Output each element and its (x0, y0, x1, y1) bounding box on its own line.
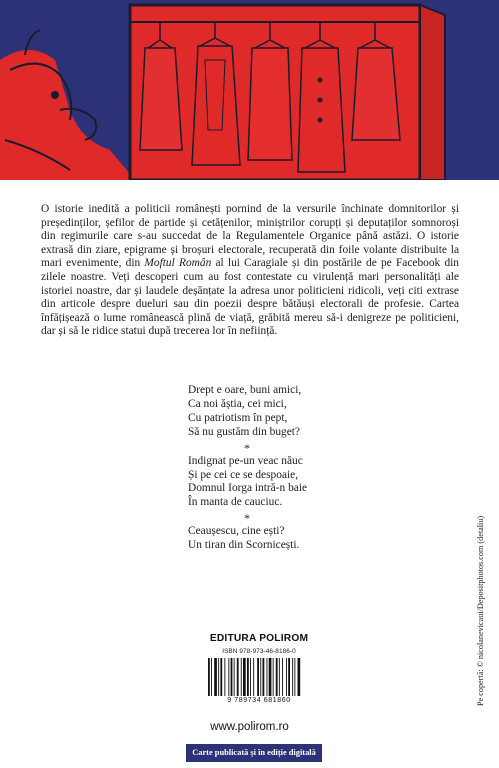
poem-line: Indignat pe-un veac năuc (188, 454, 303, 467)
stanza-2 (188, 455, 388, 511)
barcode-icon (204, 658, 314, 698)
poem-line: Ca noi ăștia, cei mici, (188, 397, 287, 410)
blurb-paragraph (41, 203, 459, 339)
cover-credit: Pe copertă: © nicolanevicaui/Depositphotos.com (detaliu) (476, 515, 485, 706)
poem-line: Domnul Iorga intră-n baie (188, 482, 308, 495)
blurb-text-end: al lui Caragiale și din postările de pe Facebook din zilele noastre. Veți descoperi cum au fost contestate cu virulență mari personalități ale istoriei noastre, dar și laudele deșănțate la adresa unor politicieni ridicoli, veți citi extrase din articole despre dueluri sau din poezii despre bătăuși electorali de profesie. Cartea înfățișează o lume românească plină de viață, grăbită mereu să-i denigreze pe politicieni, dar și să le ridice statui după trecerea lor în neființă. (41, 257, 459, 338)
poem-line: Și pe cei ce se despoaie, (188, 468, 299, 481)
poem-line: Un tiran din Scornicești. (188, 539, 300, 552)
stanza-3 (188, 525, 388, 553)
poem-line: Drept e oare, buni amici, (188, 384, 302, 396)
stanza-separator: * (244, 440, 250, 455)
digital-edition-banner: Carte publicată și în ediție digitală (186, 744, 322, 762)
wardrobe-illustration (0, 0, 499, 180)
isbn-number: ISBN 978-973-46-8186-0 (222, 648, 296, 655)
poem-line: Cu patriotism în pept, (188, 411, 288, 424)
publisher-website[interactable]: www.polirom.ro (210, 721, 289, 733)
barcode-digits: 9 789734 681860 (227, 697, 291, 704)
poem-excerpts (188, 384, 388, 553)
publisher-name: EDITURA POLIROM (209, 633, 309, 644)
book-blurb (41, 203, 459, 339)
cover-illustration (0, 0, 499, 180)
blurb-italic-title: Moftul Român (144, 257, 212, 270)
publisher-block (204, 633, 314, 704)
poem-line: Să nu gustăm din buget? (188, 425, 300, 438)
poem-line: Ceaușescu, cine ești? (188, 525, 285, 538)
stanza-1 (188, 384, 388, 440)
poem-line: În manta de cauciuc. (188, 496, 283, 509)
blurb-text-start: O istorie inedită a politicii românești pornind de la versurile închinate domnitorilor și președinților, șefilor de partide și cetățenilor, miniștrilor corupți și deputaților somnoroși din regimurile care s-au succedat de la Regulamentele Organice până astăzi. O istorie extrasă din ziare, epigrame și broșuri electorale, recuperată din foile volante distribuite la mari evenimente, din (41, 203, 459, 270)
stanza-separator: * (244, 511, 250, 526)
